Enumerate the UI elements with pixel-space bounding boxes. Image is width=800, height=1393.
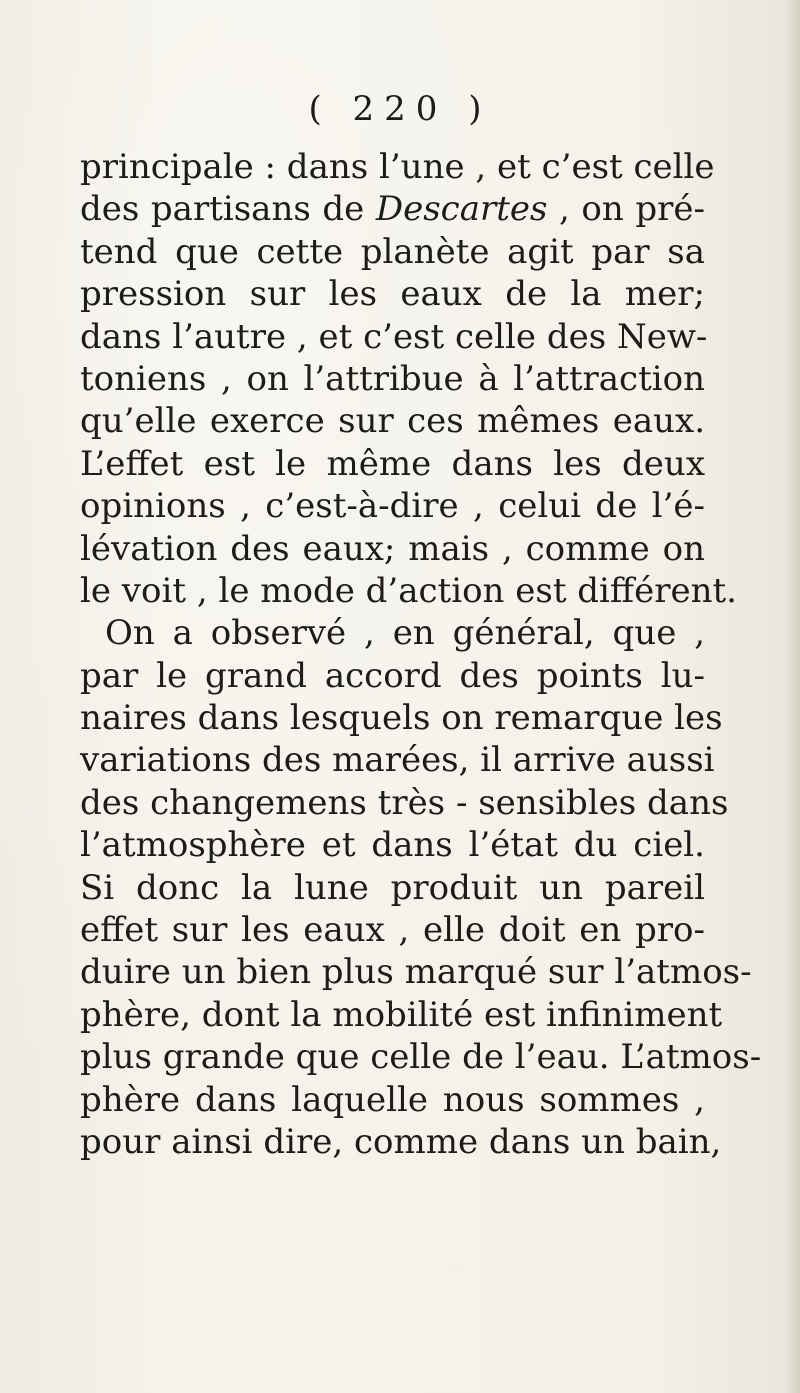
- italic-name: Descartes: [375, 189, 548, 230]
- text-line: plus grande que celle de l’eau. L’atmos-: [80, 1037, 762, 1078]
- text-line: des partisans de Descartes , on pré-: [80, 189, 705, 230]
- text-line: effet sur les eaux , elle doit en pro-: [80, 910, 705, 951]
- text-line: L’effet est le même dans les deux: [80, 443, 705, 484]
- text-line: pression sur les eaux de la mer;: [80, 274, 705, 315]
- text-line: toniens , on l’attribue à l’attraction: [80, 358, 705, 399]
- text-line: dans l’autre , et c’est celle des New-: [80, 316, 708, 357]
- text-line: phère, dont la mobilité est infiniment: [80, 994, 723, 1035]
- text-line: qu’elle exerce sur ces mêmes eaux.: [80, 401, 705, 442]
- text-line: pour ainsi dire, comme dans un bain,: [80, 1121, 722, 1162]
- text-line: opinions , c’est-à-dire , celui de l’é-: [80, 486, 705, 527]
- text-line: principale : dans l’une , et c’est celle: [80, 147, 715, 187]
- text-line: naires dans lesquels on remarque les: [80, 698, 723, 739]
- paragraph-start-line: On a observé , en général, que ,: [105, 613, 705, 654]
- text-line: phère dans laquelle nous sommes ,: [80, 1079, 705, 1120]
- text-line: duire un bien plus marqué sur l’atmos-: [80, 952, 752, 993]
- text-line: tend que cette planète agit par sa: [80, 231, 705, 272]
- body-text: [80, 146, 762, 1163]
- text-line: le voit , le mode d’action est différent.: [80, 570, 737, 611]
- text-line: par le grand accord des points lu-: [80, 655, 705, 696]
- text-line: variations des marées, il arrive aussi: [80, 740, 715, 781]
- text-line: l’atmosphère et dans l’état du ciel.: [80, 825, 705, 866]
- page-number: ( 220 ): [308, 89, 492, 129]
- text-line: des changemens très - sensibles dans: [80, 782, 729, 823]
- text-line: lévation des eaux; mais , comme on: [80, 528, 705, 569]
- page-edge-shadow: [786, 0, 800, 1393]
- text-line: Si donc la lune produit un pareil: [80, 867, 705, 908]
